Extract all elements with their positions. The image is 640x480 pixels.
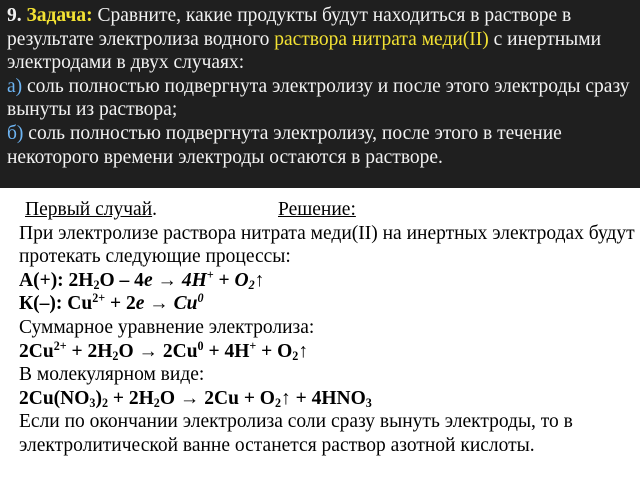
solution-title: Решение: bbox=[278, 199, 356, 220]
option-b-marker: б) bbox=[7, 122, 24, 144]
task-option-b bbox=[7, 122, 632, 169]
task-statement bbox=[7, 4, 632, 75]
task-text-2: с инертными электродами в двух случаях: bbox=[7, 28, 602, 74]
task-text-1: Сравните, какие продукты будут находиться в растворе в результате электролиза водного bbox=[7, 5, 572, 50]
summary-equation: $2Сu^{2+} + 2Н_2О \to 2Сu^0 + 4Н^+$ + $О_2↑$ bbox=[19, 338, 309, 363]
molecular-title: В молекулярном виде: bbox=[19, 364, 205, 386]
anode-equation: А(+): $2Н_2О - 4е \to 4Н^+$ + $О_2↑$ bbox=[19, 267, 265, 292]
task-label: Задача: bbox=[26, 5, 93, 26]
summary-title: Суммарное уравнение электролиза: bbox=[19, 316, 315, 338]
case-title-dot: . bbox=[152, 199, 158, 220]
task-option-a bbox=[7, 75, 632, 122]
option-a-text: соль полностью подвергнута электролизу и после этого электроды сразу вынуты из раствора; bbox=[7, 75, 630, 121]
solution-header bbox=[19, 198, 637, 222]
molecular-equation: $2Сu(NO_3)_2 + 2Н_2О \to 2Сu$ + $О_2↑ + 4НNО_3$ bbox=[19, 387, 372, 410]
solution-intro: При электролизе раствора нитрата меди(II) на инертных электродах будут протекать следующие процессы: bbox=[19, 222, 635, 268]
task-number: 9. bbox=[7, 5, 22, 26]
task-highlight: раствора нитрата меди(II) bbox=[274, 28, 489, 50]
case-title: Первый случай bbox=[25, 199, 153, 220]
conclusion: Если по окончании электролиза соли сразу вынуть электроды, то в электролитической ванне останется раствор азотной кислоты. bbox=[19, 411, 573, 456]
solution-body bbox=[19, 198, 637, 458]
option-a-marker: а) bbox=[7, 75, 23, 97]
cathode-equation: К(–): $Сu^{2+} + 2е \to Сu^0$ bbox=[19, 291, 204, 315]
task-panel bbox=[0, 0, 640, 188]
option-b-text: соль полностью подвергнута электролизу, после этого в течение некоторого времени электроды остаются в растворе. bbox=[7, 122, 562, 168]
